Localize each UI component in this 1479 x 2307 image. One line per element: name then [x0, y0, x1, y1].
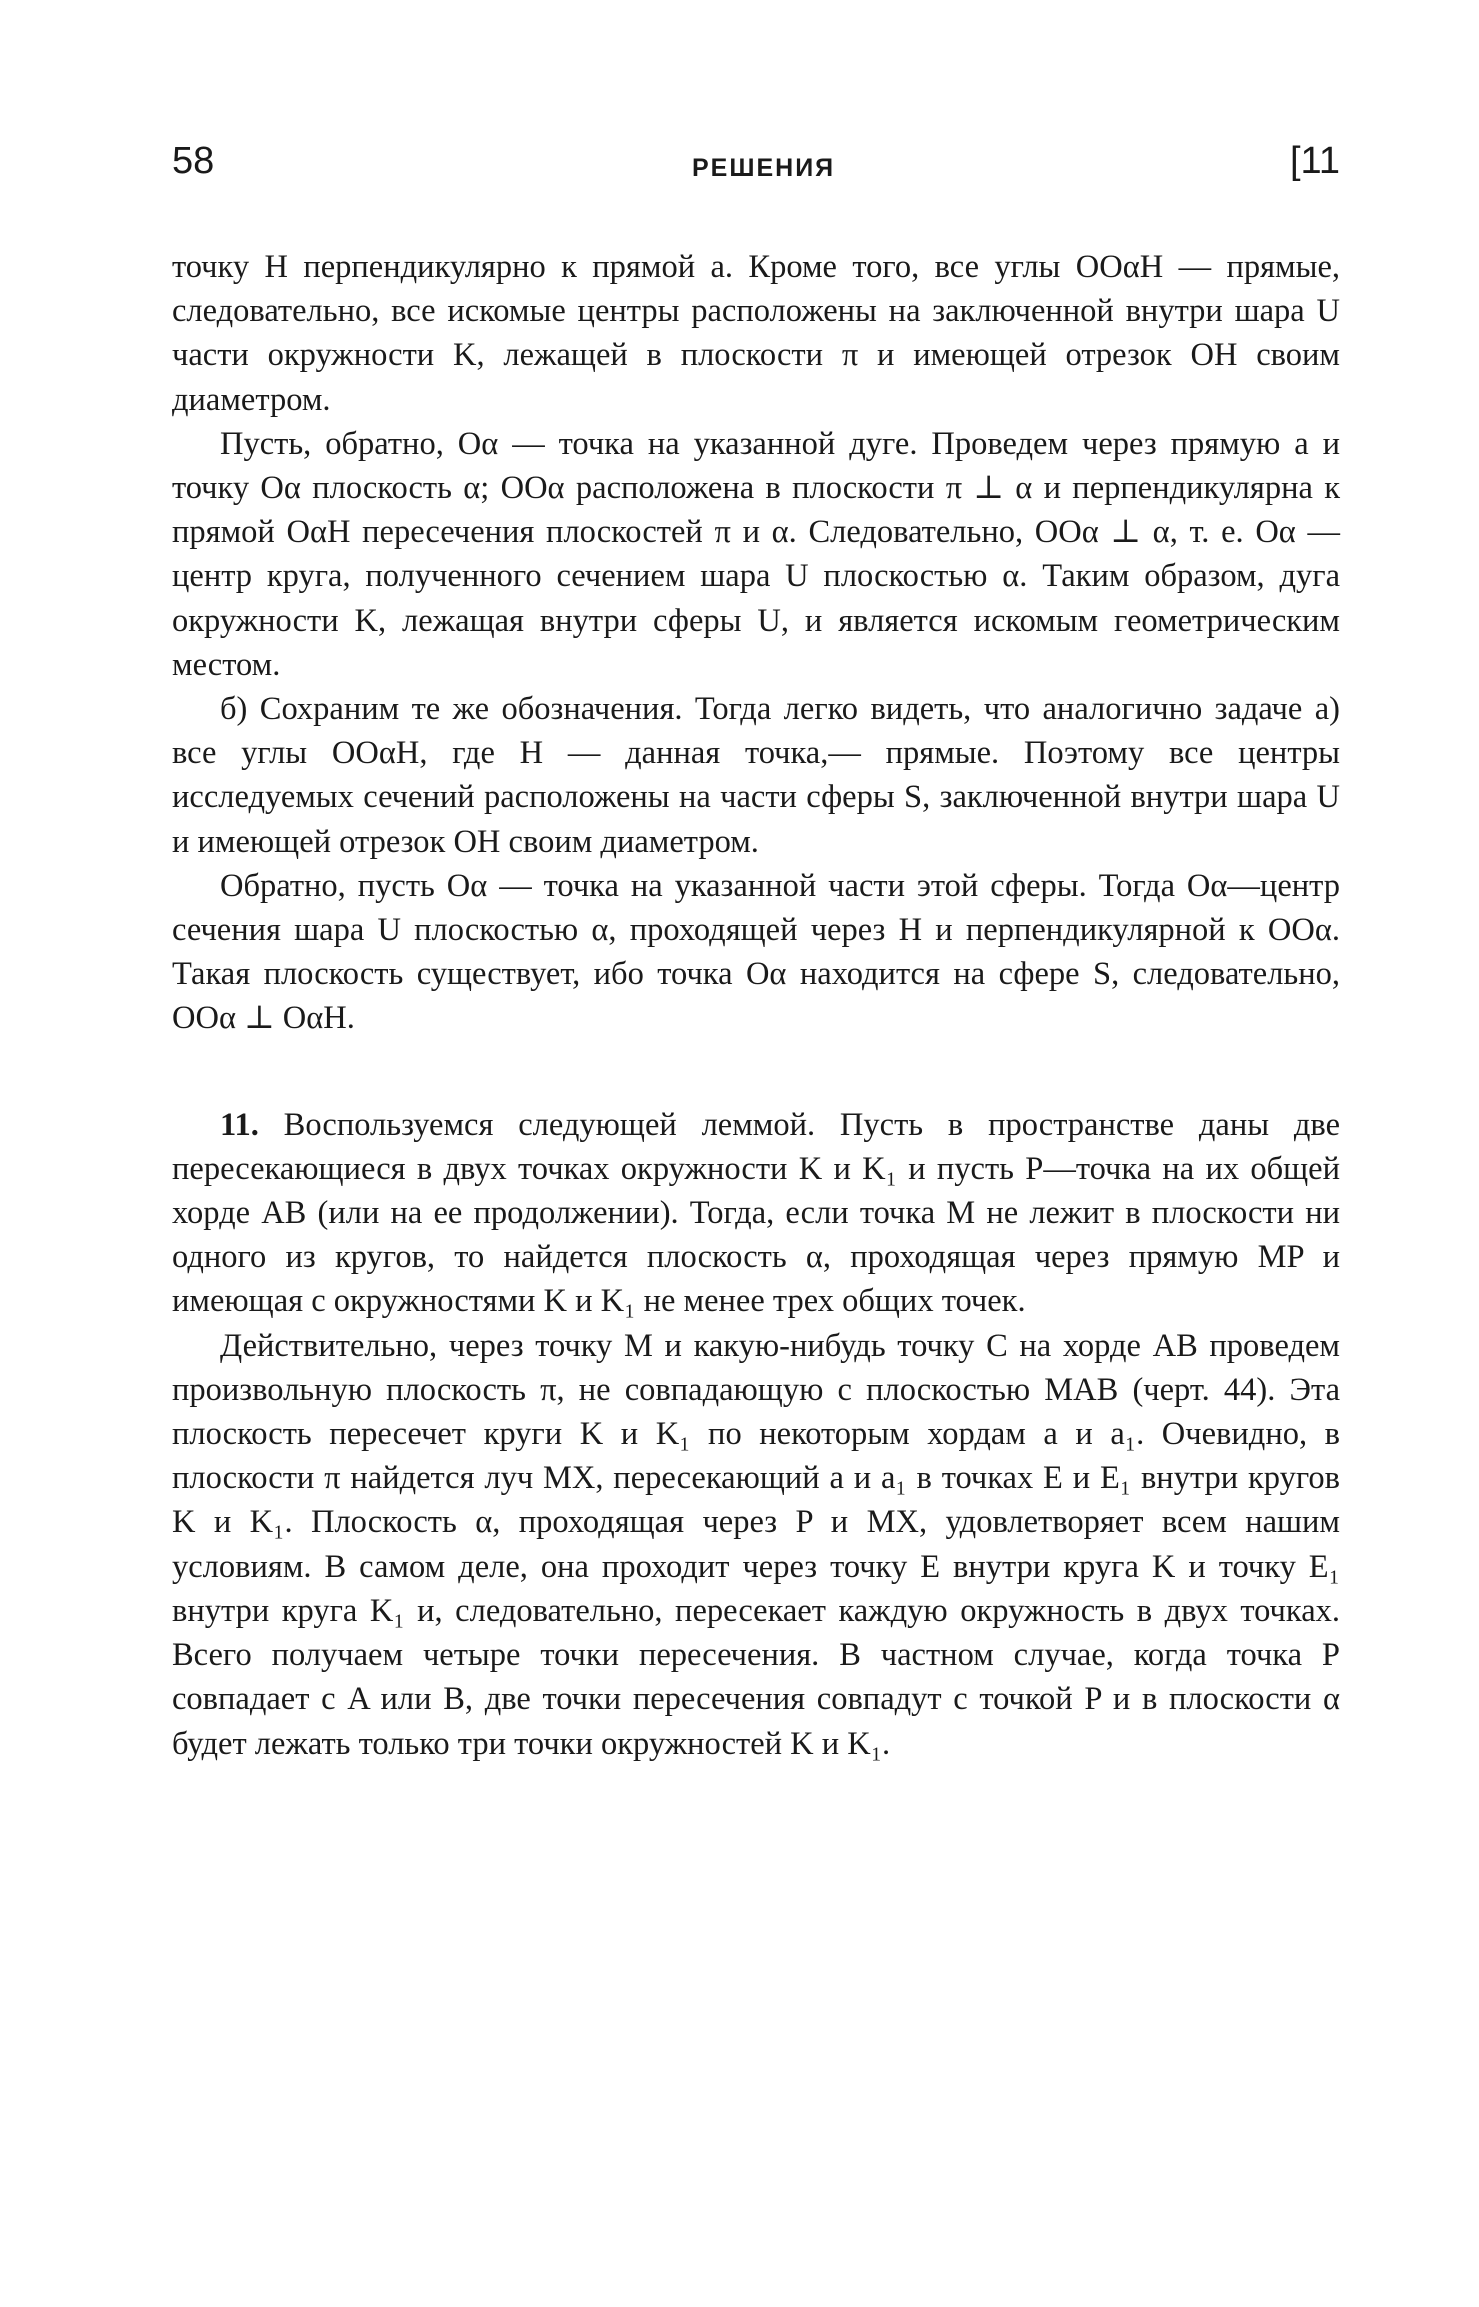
- page-number: 58: [172, 140, 215, 182]
- running-title: РЕШЕНИЯ: [692, 154, 836, 182]
- problem-11-text: Воспользуемся следующей леммой. Пусть в пространстве даны две пересекающиеся в двух точках окружности K и K₁ и пусть P—точка на их общей хорде AB (или на ее продолжении). Тогда, если точка M не лежит в плоскости ни одного из кругов, то найдется плоскость α, проходящая через прямую MP и имеющая с окружностями K и K₁ не менее трех общих точек.: [172, 1106, 1340, 1320]
- page-header: [172, 140, 1340, 200]
- section-reference: [11: [1289, 140, 1340, 182]
- paragraph-1: точку H перпендикулярно к прямой a. Кроме того, все углы OOαH — прямые, следовательно, все искомые центры расположены на заключенной внутри шара U части окружности K, лежащей в плоскости π и имеющей отрезок OH своим диаметром.: [172, 249, 1340, 418]
- page-body: [172, 245, 1340, 1766]
- problem-number: 11.: [220, 1106, 259, 1143]
- paragraph-6: Действительно, через точку M и какую-нибудь точку C на хорде AB проведем произвольную плоскость π, не совпадающую с плоскостью MAB (черт. 44). Эта плоскость пересечет круги K и K₁ по некоторым хордам a и a₁. Очевидно, в плоскости π найдется луч MX, пересекающий a и a₁ в точках E и E₁ внутри кругов K и K₁. Плоскость α, проходящая через P и MX, удовлетворяет всем нашим условиям. В самом деле, она проходит через точку E внутри круга K и точку E₁ внутри круга K₁ и, следовательно, пересекает каждую окружность в двух точках. Всего получаем четыре точки пересечения. В частном случае, когда точка P совпадает с A или B, две точки пересечения совпадут с точкой P и в плоскости α будет лежать только три точки окружностей K и K₁.: [172, 1327, 1340, 1762]
- paragraph-3: б) Сохраним те же обозначения. Тогда легко видеть, что аналогично задаче а) все углы OOαH, где H — данная точка,— прямые. Поэтому все центры исследуемых сечений расположены на части сферы S, заключенной внутри шара U и имеющей отрезок OH своим диаметром.: [172, 691, 1340, 860]
- paragraph-2: Пусть, обратно, Oα — точка на указанной дуге. Проведем через прямую a и точку Oα плоскость α; OOα расположена в плоскости π ⊥ α и перпендикулярна к прямой OαH пересечения плоскостей π и α. Следовательно, OOα ⊥ α, т. е. Oα — центр круга, полученного сечением шара U плоскостью α. Таким образом, дуга окружности K, лежащая внутри сферы U, и является искомым геометрическим местом.: [172, 425, 1340, 683]
- problem-11-paragraph: [172, 1103, 1340, 1324]
- paragraph-4: Обратно, пусть Oα — точка на указанной части этой сферы. Тогда Oα—центр сечения шара U плоскостью α, проходящей через H и перпендикулярной к OOα. Такая плоскость существует, ибо точка Oα находится на сфере S, следовательно, OOα ⊥ OαH.: [172, 867, 1340, 1037]
